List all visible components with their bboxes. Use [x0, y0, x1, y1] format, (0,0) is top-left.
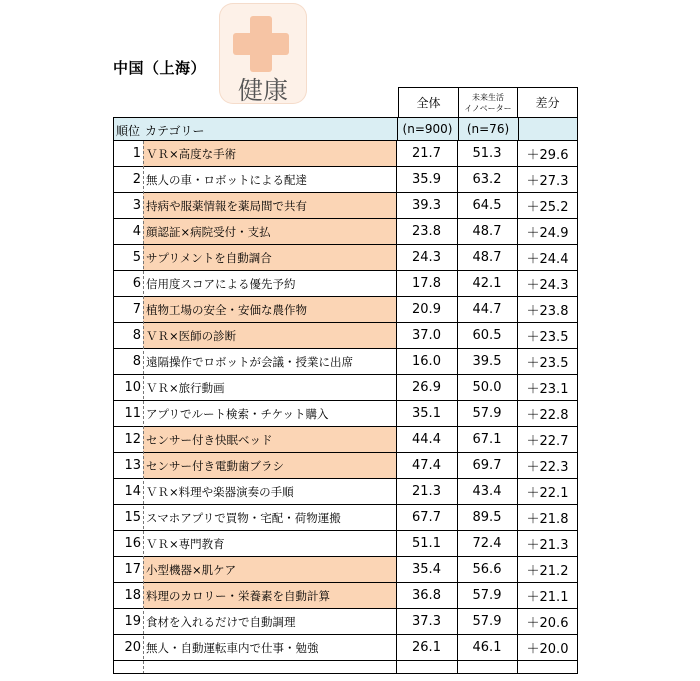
all-value-cell: 39.3	[412, 198, 441, 213]
category-cell: ＶＲ×旅行動画	[146, 380, 225, 395]
diff-value-cell: ＋24.9	[526, 226, 569, 241]
innovator-value-cell: 57.9	[472, 614, 502, 629]
rank-cell: 20	[124, 640, 141, 655]
all-value-cell: 23.8	[412, 224, 441, 239]
innovator-value-cell: 43.4	[472, 484, 502, 499]
table-row	[113, 245, 578, 271]
table-row	[113, 219, 578, 245]
innovator-value-cell: 60.5	[472, 328, 502, 343]
all-value-cell: 67.7	[412, 510, 441, 525]
rank-cell: 19	[124, 614, 141, 629]
diff-value-cell: ＋22.3	[526, 460, 569, 475]
category-cell: 信用度スコアによる優先予約	[146, 276, 296, 291]
innovator-value-cell: 57.9	[472, 588, 502, 603]
all-value-cell: 37.0	[412, 328, 441, 343]
diff-value-cell: ＋24.3	[526, 278, 569, 293]
category-cell: ＶＲ×料理や楽器演奏の手順	[146, 484, 294, 499]
table-row	[113, 141, 578, 167]
all-value-cell: 21.3	[412, 484, 441, 499]
table-row	[113, 167, 578, 193]
all-value-cell: 35.1	[412, 406, 441, 421]
innovator-value-cell: 51.3	[472, 146, 502, 161]
rank-cell: 17	[124, 562, 141, 577]
ranking-table	[113, 141, 578, 661]
diff-value-cell: ＋29.6	[526, 148, 569, 163]
diff-value-cell: ＋23.5	[526, 356, 569, 371]
diff-value-cell: ＋20.6	[526, 616, 569, 631]
table-row	[113, 323, 578, 349]
all-value-cell: 17.8	[412, 276, 441, 291]
rank-cell: 12	[124, 432, 141, 447]
category-cell: 無人・自動運転車内で仕事・勉強	[146, 640, 319, 655]
innovator-value-cell: 57.9	[472, 406, 502, 421]
innovator-value-cell: 67.1	[472, 432, 502, 447]
category-cell: 食材を入れるだけで自動調理	[146, 614, 296, 629]
category-cell: 無人の車・ロボットによる配達	[146, 172, 307, 187]
category-cell: 植物工場の安全・安価な農作物	[143, 297, 396, 322]
innovator-value-cell: 50.0	[472, 380, 502, 395]
innovator-value-cell: 56.6	[472, 562, 502, 577]
diff-value-cell: ＋21.1	[526, 590, 569, 605]
rank-cell: 11	[124, 406, 141, 421]
table-row	[113, 297, 578, 323]
category-cell: センサー付き快眠ベッド	[143, 427, 396, 452]
all-value-cell: 24.3	[412, 250, 441, 265]
rank-cell: 1	[132, 146, 141, 161]
category-cell: スマホアプリで買物・宅配・荷物運搬	[146, 510, 341, 525]
all-value-cell: 44.4	[412, 432, 441, 447]
innovator-value-cell: 63.2	[472, 172, 502, 187]
table-row	[113, 401, 578, 427]
header-all-n: (n=900)	[402, 122, 453, 136]
table-row	[113, 349, 578, 375]
rank-cell: 5	[132, 250, 141, 265]
rank-cell: 4	[132, 224, 141, 239]
rank-cell: 2	[132, 172, 141, 187]
table-row	[113, 505, 578, 531]
rank-cell: 7	[132, 302, 141, 317]
table-row	[113, 375, 578, 401]
rank-cell: 13	[124, 458, 141, 473]
all-value-cell: 36.8	[412, 588, 441, 603]
category-cell: ＶＲ×医師の診断	[143, 323, 396, 348]
category-cell: ＶＲ×専門教育	[146, 536, 225, 551]
table-row	[113, 453, 578, 479]
diff-value-cell: ＋25.2	[526, 200, 569, 215]
diff-value-cell: ＋27.3	[526, 174, 569, 189]
innovator-value-cell: 44.7	[472, 302, 502, 317]
innovator-value-cell: 42.1	[472, 276, 502, 291]
all-value-cell: 26.1	[412, 640, 441, 655]
all-value-cell: 47.4	[412, 458, 441, 473]
rank-cell: 16	[124, 536, 141, 551]
diff-value-cell: ＋21.8	[526, 512, 569, 527]
innovator-value-cell: 69.7	[472, 458, 502, 473]
header-diff: 差分	[517, 87, 578, 117]
category-cell: 持病や服薬情報を薬局間で共有	[143, 193, 396, 218]
category-cell: アプリでルート検索・チケット購入	[146, 406, 329, 421]
health-label: 健康	[237, 76, 288, 105]
rank-cell: 18	[124, 588, 141, 603]
all-value-cell: 16.0	[412, 354, 441, 369]
diff-value-cell: ＋21.3	[526, 538, 569, 553]
all-value-cell: 35.4	[412, 562, 441, 577]
category-cell: サプリメントを自動調合	[143, 245, 396, 270]
table-row	[113, 193, 578, 219]
category-cell: 小型機器×肌ケア	[143, 557, 396, 582]
rank-cell: 10	[124, 380, 141, 395]
header-category: カテゴリー	[145, 124, 205, 138]
category-cell: 料理のカロリー・栄養素を自動計算	[143, 583, 396, 608]
rank-cell: 15	[124, 510, 141, 525]
header-rank: 順位	[116, 124, 141, 138]
category-cell: 遠隔操作でロボットが会議・授業に出席	[146, 354, 353, 369]
table-row	[113, 427, 578, 453]
rank-cell: 14	[124, 484, 141, 499]
header-innovator-n: (n=76)	[466, 122, 510, 136]
table-row	[113, 609, 578, 635]
rank-cell: 6	[132, 276, 141, 291]
table-row	[113, 557, 578, 583]
table-row	[113, 271, 578, 297]
diff-value-cell: ＋22.7	[526, 434, 569, 449]
diff-value-cell: ＋24.4	[526, 252, 569, 267]
table-row	[113, 479, 578, 505]
diff-value-cell: ＋23.1	[526, 382, 569, 397]
all-value-cell: 26.9	[412, 380, 441, 395]
category-cell: ＶＲ×高度な手術	[143, 141, 396, 166]
innovator-value-cell: 89.5	[472, 510, 502, 525]
all-value-cell: 20.9	[412, 302, 441, 317]
page-title: 中国（上海）	[113, 59, 207, 77]
header-innovator	[458, 87, 518, 117]
all-value-cell: 51.1	[412, 536, 441, 551]
innovator-value-cell: 46.1	[472, 640, 502, 655]
medical-cross-icon	[219, 3, 307, 104]
header-all: 全体	[398, 87, 459, 117]
diff-value-cell: ＋22.1	[526, 486, 569, 501]
innovator-value-cell: 48.7	[472, 224, 502, 239]
diff-value-cell: ＋20.0	[526, 642, 569, 657]
innovator-value-cell: 39.5	[472, 354, 502, 369]
rank-cell: 8	[132, 328, 141, 343]
category-cell: センサー付き電動歯ブラシ	[143, 453, 396, 478]
all-value-cell: 21.7	[412, 146, 441, 161]
all-value-cell: 35.9	[412, 172, 441, 187]
innovator-value-cell: 48.7	[472, 250, 502, 265]
header-innovator-line1: 未来生活	[472, 92, 504, 102]
header-innovator-line2: イノベーター	[464, 103, 512, 113]
table-subheader	[113, 117, 578, 141]
innovator-value-cell: 72.4	[472, 536, 502, 551]
diff-value-cell: ＋21.2	[526, 564, 569, 579]
table-row	[113, 635, 578, 661]
table-row	[113, 531, 578, 557]
rank-cell: 8	[132, 354, 141, 369]
all-value-cell: 37.3	[412, 614, 441, 629]
innovator-value-cell: 64.5	[472, 198, 502, 213]
rank-cell: 3	[132, 198, 141, 213]
table-row	[113, 583, 578, 609]
diff-value-cell: ＋23.8	[526, 304, 569, 319]
diff-value-cell: ＋22.8	[526, 408, 569, 423]
category-cell: 顔認証×病院受付・支払	[143, 219, 396, 244]
diff-value-cell: ＋23.5	[526, 330, 569, 345]
